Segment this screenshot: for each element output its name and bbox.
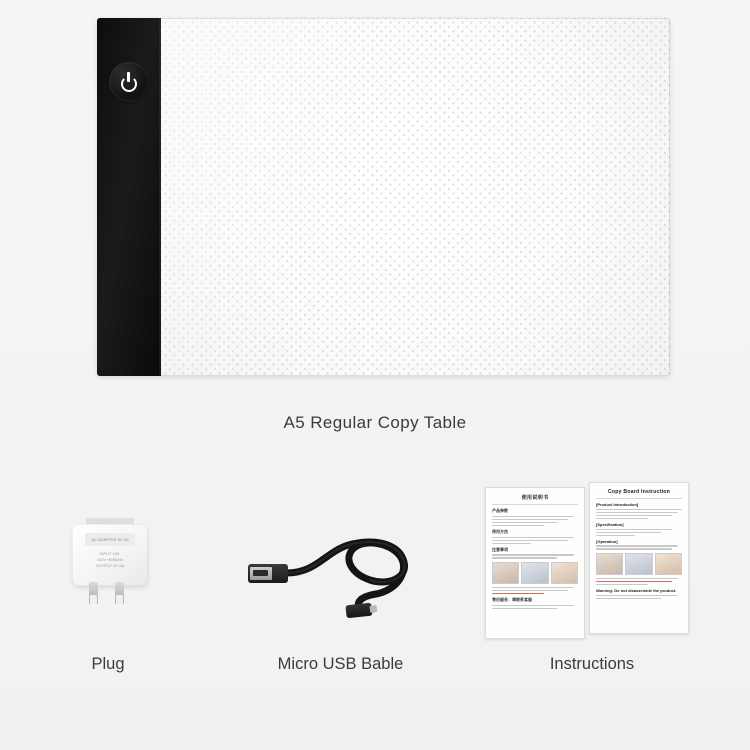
instruction-sheet-chinese xyxy=(485,487,585,639)
power-icon xyxy=(120,73,138,91)
a5-light-pad xyxy=(97,18,670,376)
sheet-illustration xyxy=(625,553,652,575)
sheet-text-lines xyxy=(492,516,578,526)
sheet-section-heading: [Operation] xyxy=(596,538,618,544)
micro-usb-cable-accessory xyxy=(248,520,433,620)
sheet-text-lines xyxy=(596,595,682,599)
sheet-title: 使用说明书 xyxy=(492,494,578,505)
sheet-footer-note: Warning: Do not disassemble the product. xyxy=(596,588,677,594)
sheet-footer-lines xyxy=(492,587,578,594)
product-caption: A5 Regular Copy Table xyxy=(283,413,467,432)
plug-pin-left xyxy=(89,582,98,604)
plug-body xyxy=(72,524,148,586)
sheet-footer-lines xyxy=(596,578,682,585)
light-pad-diffuser-surface xyxy=(161,18,670,376)
usb-a-connector xyxy=(248,564,288,583)
sheet-text-lines xyxy=(492,537,578,544)
plug-caption: Plug xyxy=(91,655,125,673)
sheet-illustrations xyxy=(596,553,682,575)
plug-certification-mark: INPUT 100-240V~50/60Hz OUTPUT 5V 2A xyxy=(95,551,125,568)
sheet-body xyxy=(486,508,584,609)
sheet-illustration xyxy=(492,562,519,584)
sheet-section-heading: [Product Introduction] xyxy=(596,502,639,507)
instructions-caption: Instructions xyxy=(549,655,635,673)
sheet-title: Copy Board Instruction xyxy=(596,489,682,499)
sheet-section-heading: 注意事项 xyxy=(492,546,508,552)
sheet-illustration xyxy=(596,553,623,575)
sheet-text-lines xyxy=(492,554,578,558)
plug-accessory xyxy=(62,512,157,617)
light-pad-body xyxy=(97,18,670,376)
sheet-illustration xyxy=(521,562,548,584)
sheet-text-lines xyxy=(596,509,682,519)
sheet-footer-note: 售后服务：请联系客服 xyxy=(492,597,532,603)
micro-usb-connector xyxy=(345,603,372,619)
instructions-accessory xyxy=(485,482,690,637)
plug-label: AC ADAPTER 5V 2A xyxy=(85,533,135,546)
plug-pin-right xyxy=(115,582,124,604)
sheet-illustration xyxy=(551,562,578,584)
light-pad-black-bezel xyxy=(97,18,161,376)
sheet-section-heading: [Specification] xyxy=(596,521,624,527)
sheet-illustrations xyxy=(492,562,578,584)
sheet-body xyxy=(590,502,688,599)
sheet-illustration xyxy=(655,553,682,575)
cable-caption: Micro USB Bable xyxy=(277,655,404,673)
sheet-section-heading: 使用方法 xyxy=(492,528,508,534)
power-button[interactable] xyxy=(109,62,149,102)
instruction-sheet-english xyxy=(589,482,689,634)
sheet-text-lines xyxy=(492,605,578,609)
sheet-section-heading: 产品参数 xyxy=(492,508,508,513)
sheet-text-lines xyxy=(596,529,682,536)
sheet-text-lines xyxy=(596,545,682,549)
